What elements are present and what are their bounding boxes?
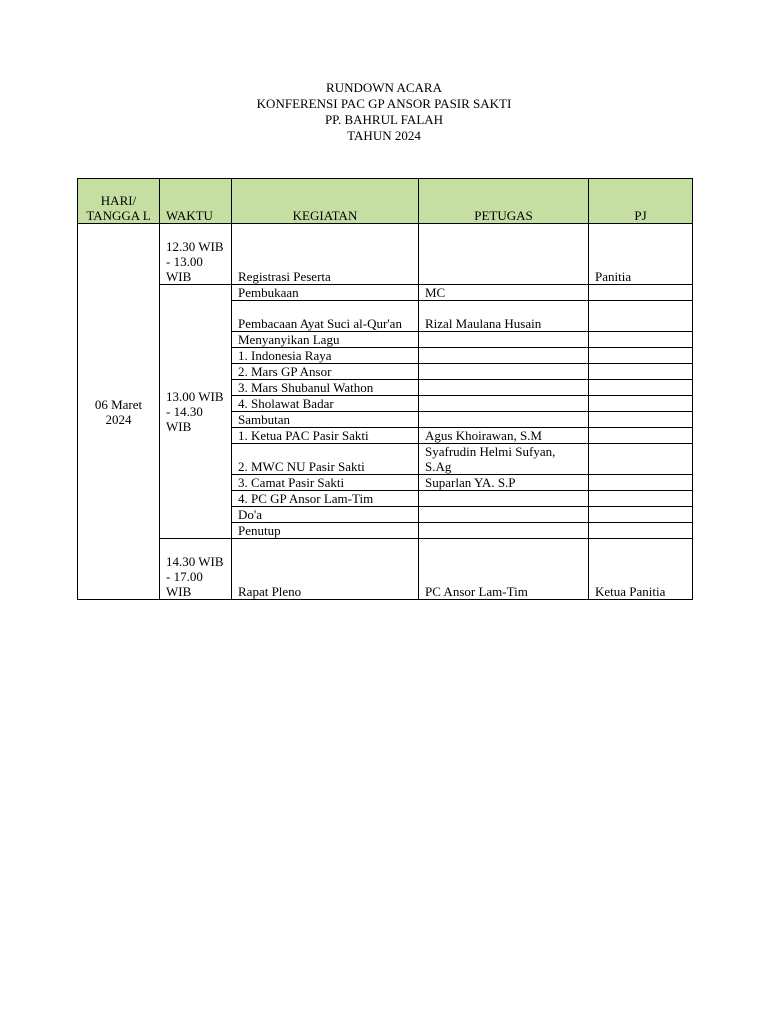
kegiatan-cell: Pembukaan xyxy=(232,285,419,301)
pj-cell xyxy=(589,396,693,412)
pj-cell xyxy=(589,301,693,332)
pj-cell xyxy=(589,364,693,380)
title-line-2: KONFERENSI PAC GP ANSOR PASIR SAKTI xyxy=(256,96,512,111)
petugas-cell: MC xyxy=(419,285,589,301)
kegiatan-cell: Rapat Pleno xyxy=(232,539,419,600)
title-line-3: PP. BAHRUL FALAH xyxy=(324,112,444,127)
kegiatan-cell: Penutup xyxy=(232,523,419,539)
table-row xyxy=(78,224,693,285)
waktu-cell: 12.30 WIB - 13.00 WIB xyxy=(160,224,232,285)
table-row xyxy=(78,539,693,600)
kegiatan-cell: 3. Camat Pasir Sakti xyxy=(232,475,419,491)
pj-cell: Panitia xyxy=(589,224,693,285)
pj-cell xyxy=(589,491,693,507)
title-line-4: TAHUN 2024 xyxy=(347,128,421,143)
petugas-cell xyxy=(419,348,589,364)
petugas-cell xyxy=(419,380,589,396)
kegiatan-cell: Registrasi Peserta xyxy=(232,224,419,285)
petugas-cell xyxy=(419,507,589,523)
header-petugas: PETUGAS xyxy=(419,179,589,224)
kegiatan-cell: Sambutan xyxy=(232,412,419,428)
pj-cell xyxy=(589,348,693,364)
header-waktu: WAKTU xyxy=(160,179,232,224)
pj-cell xyxy=(589,428,693,444)
pj-cell xyxy=(589,412,693,428)
pj-cell xyxy=(589,285,693,301)
pj-cell xyxy=(589,507,693,523)
kegiatan-cell: Pembacaan Ayat Suci al-Qur'an xyxy=(232,301,419,332)
kegiatan-cell: 4. Sholawat Badar xyxy=(232,396,419,412)
petugas-cell xyxy=(419,412,589,428)
pj-cell: Ketua Panitia xyxy=(589,539,693,600)
document-title xyxy=(0,80,768,144)
date-cell: 06 Maret 2024 xyxy=(78,224,160,600)
pj-cell xyxy=(589,475,693,491)
kegiatan-cell: 4. PC GP Ansor Lam-Tim xyxy=(232,491,419,507)
kegiatan-cell: Menyanyikan Lagu xyxy=(232,332,419,348)
petugas-cell xyxy=(419,224,589,285)
kegiatan-cell: 2. Mars GP Ansor xyxy=(232,364,419,380)
kegiatan-cell: 1. Ketua PAC Pasir Sakti xyxy=(232,428,419,444)
rundown-table xyxy=(77,178,693,600)
petugas-cell: Syafrudin Helmi Sufyan, S.Ag xyxy=(419,444,589,475)
petugas-cell xyxy=(419,491,589,507)
pj-cell xyxy=(589,444,693,475)
header-row xyxy=(78,179,693,224)
waktu-cell: 14.30 WIB - 17.00 WIB xyxy=(160,539,232,600)
title-line-1: RUNDOWN ACARA xyxy=(326,80,442,95)
petugas-cell: Agus Khoirawan, S.M xyxy=(419,428,589,444)
pj-cell xyxy=(589,380,693,396)
kegiatan-cell: 3. Mars Shubanul Wathon xyxy=(232,380,419,396)
petugas-cell xyxy=(419,396,589,412)
kegiatan-cell: 1. Indonesia Raya xyxy=(232,348,419,364)
waktu-cell: 13.00 WIB - 14.30 WIB xyxy=(160,285,232,539)
petugas-cell xyxy=(419,523,589,539)
petugas-cell xyxy=(419,332,589,348)
pj-cell xyxy=(589,523,693,539)
header-kegiatan: KEGIATAN xyxy=(232,179,419,224)
pj-cell xyxy=(589,332,693,348)
kegiatan-cell: 2. MWC NU Pasir Sakti xyxy=(232,444,419,475)
header-pj: PJ xyxy=(589,179,693,224)
petugas-cell: Rizal Maulana Husain xyxy=(419,301,589,332)
petugas-cell xyxy=(419,364,589,380)
kegiatan-cell: Do'a xyxy=(232,507,419,523)
table-row xyxy=(78,285,693,301)
petugas-cell: PC Ansor Lam-Tim xyxy=(419,539,589,600)
petugas-cell: Suparlan YA. S.P xyxy=(419,475,589,491)
header-hari: HARI/ TANGGA L xyxy=(78,179,160,224)
